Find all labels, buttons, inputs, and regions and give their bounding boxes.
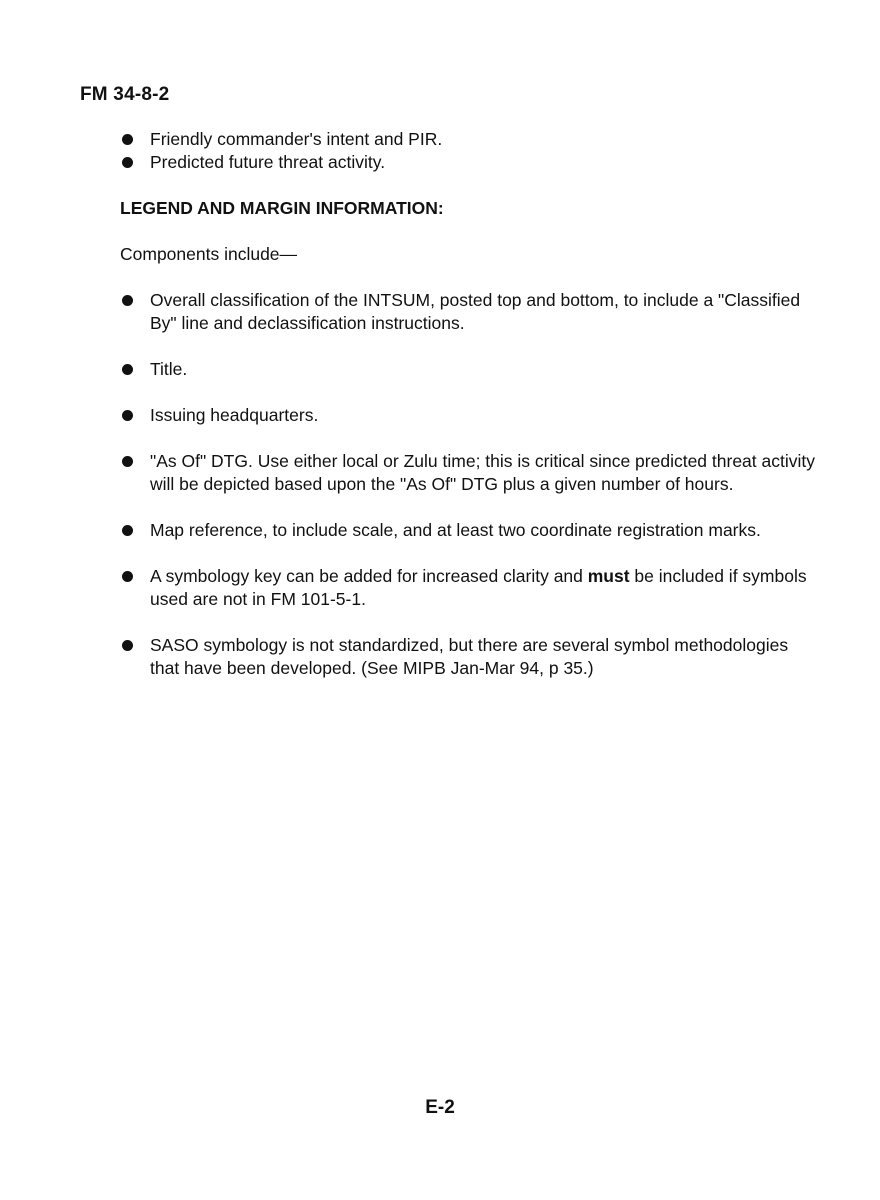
section-heading: LEGEND AND MARGIN INFORMATION: (120, 198, 444, 218)
list-item (120, 358, 820, 381)
list-item (120, 289, 820, 335)
bullet-icon (122, 295, 133, 306)
emphasis-word: must (587, 566, 630, 586)
bullet-icon (122, 157, 133, 168)
bullet-text: Issuing headquarters. (150, 405, 319, 425)
bullet-text: SASO symbology is not standardized, but there are several symbol methodologies that have been developed. (See MIPB Jan-Mar 94, p 35.) (150, 635, 789, 678)
list-item (120, 404, 820, 427)
bullet-icon (122, 410, 133, 421)
page-number: E-2 (425, 1097, 455, 1118)
top-bullet-list (120, 128, 820, 174)
list-item (120, 151, 820, 174)
bullet-text: Map reference, to include scale, and at least two coordinate registration marks. (150, 520, 761, 540)
bullet-text: Friendly commander's intent and PIR. (150, 129, 443, 149)
list-item (120, 128, 820, 151)
bullet-text-tail: be included if symbols used are not in FM 101-5-1. (150, 566, 807, 609)
list-item (120, 519, 820, 542)
bullet-text-lead: A symbology key can be added for increased clarity and (150, 566, 588, 586)
components-bullet-list (120, 289, 820, 680)
list-item (120, 450, 820, 496)
bullet-text: Title. (150, 359, 188, 379)
bullet-text (150, 566, 807, 609)
bullet-icon (122, 640, 133, 651)
bullet-icon (122, 525, 133, 536)
bullet-icon (122, 456, 133, 467)
bullet-text: "As Of" DTG. Use either local or Zulu time; this is critical since predicted threat activity will be depicted based upon the "As Of" DTG plus a given number of hours. (150, 451, 815, 494)
bullet-icon (122, 134, 133, 145)
list-item (120, 634, 820, 680)
document-id-header: FM 34-8-2 (80, 84, 170, 105)
page-content (120, 128, 820, 703)
section-intro: Components include— (120, 244, 298, 264)
bullet-icon (122, 364, 133, 375)
list-item (120, 565, 820, 611)
bullet-text: Predicted future threat activity. (150, 152, 386, 172)
bullet-icon (122, 571, 133, 582)
bullet-text: Overall classification of the INTSUM, posted top and bottom, to include a "Classified By" line and declassification instructions. (150, 290, 801, 333)
